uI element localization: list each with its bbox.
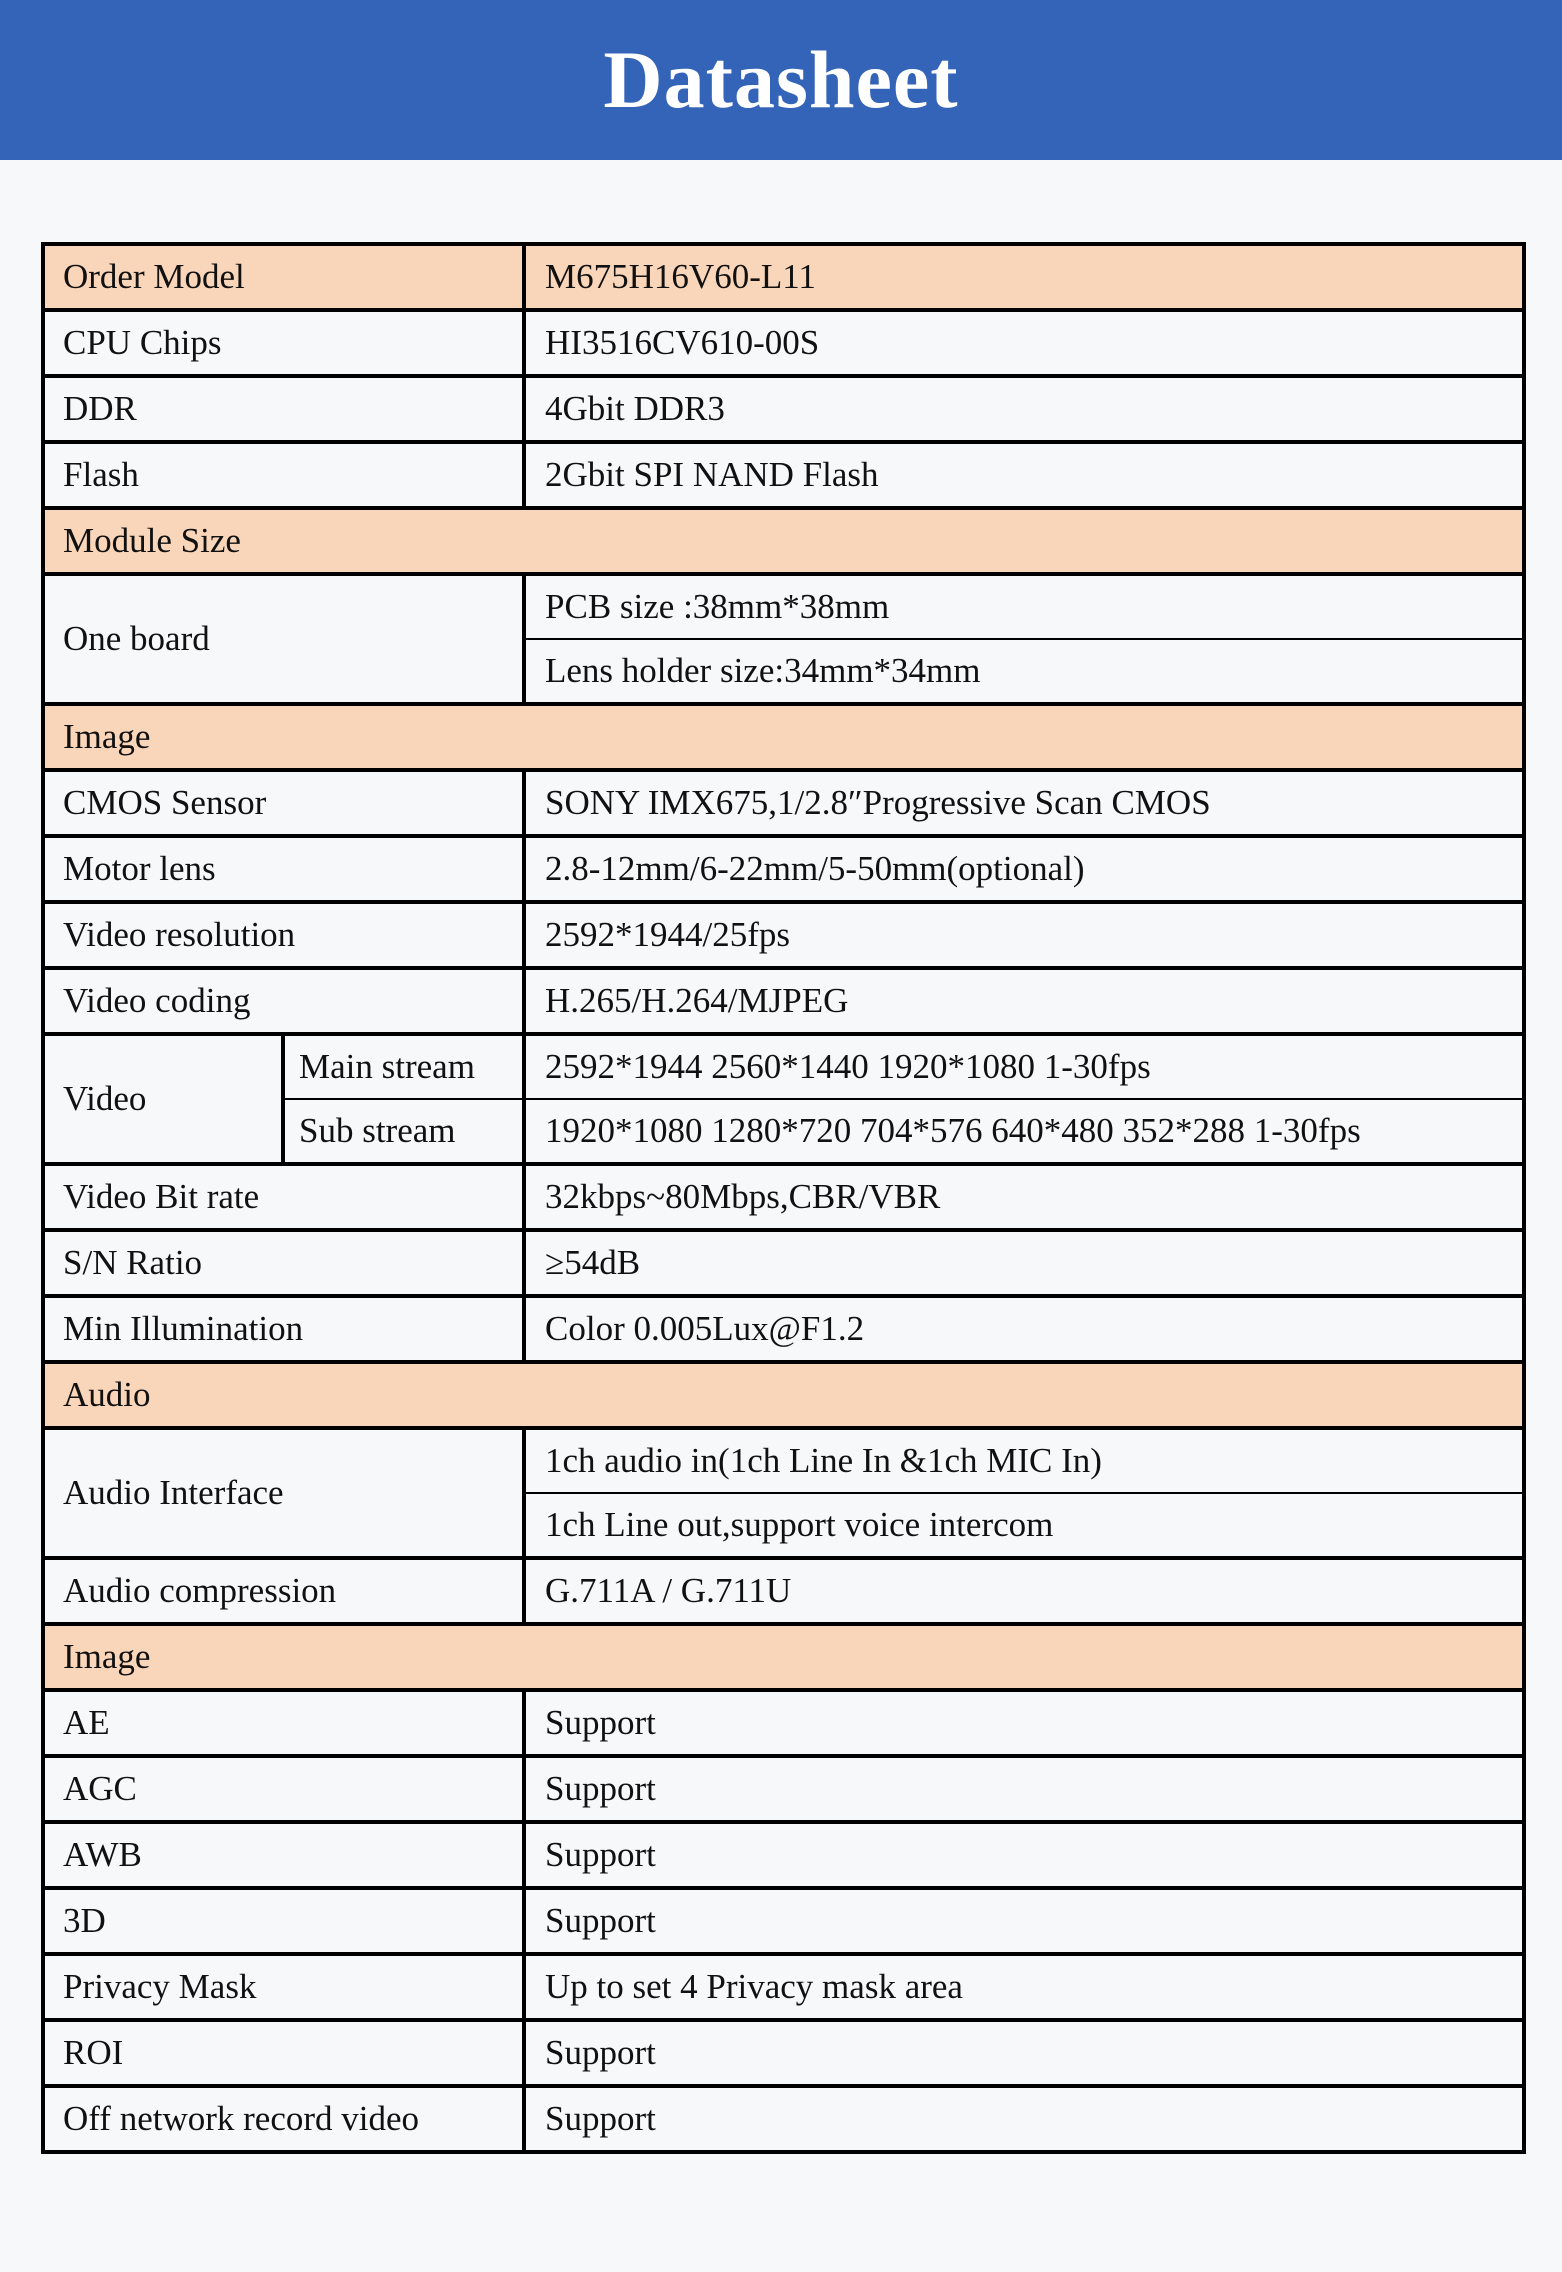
- page-header: [0, 0, 1562, 160]
- table-row: [43, 1034, 1524, 1099]
- spec-value: Support: [524, 1756, 1524, 1822]
- section-header: [43, 508, 1524, 574]
- table-row: [43, 1756, 1524, 1822]
- page-title: Datasheet: [603, 34, 959, 125]
- spec-value: G.711A / G.711U: [524, 1558, 1524, 1624]
- spec-label: Motor lens: [43, 836, 524, 902]
- spec-value: Support: [524, 1690, 1524, 1756]
- spec-label: CMOS Sensor: [43, 770, 524, 836]
- spec-label: Video: [43, 1034, 283, 1164]
- spec-value: Support: [524, 2020, 1524, 2086]
- spec-label: Audio Interface: [43, 1428, 524, 1558]
- table-row: [43, 310, 1524, 376]
- spec-value: Lens holder size:34mm*34mm: [524, 639, 1524, 704]
- spec-label: Video coding: [43, 968, 524, 1034]
- table-row: [43, 1954, 1524, 2020]
- spec-value: M675H16V60-L11: [524, 244, 1524, 310]
- section-title: Image: [43, 704, 1524, 770]
- table-row: [43, 1428, 1524, 1493]
- spec-label: CPU Chips: [43, 310, 524, 376]
- spec-label: Order Model: [43, 244, 524, 310]
- spec-value: ≥54dB: [524, 1230, 1524, 1296]
- spec-value: H.265/H.264/MJPEG: [524, 968, 1524, 1034]
- spec-label: AWB: [43, 1822, 524, 1888]
- spec-label: Audio compression: [43, 1558, 524, 1624]
- spec-label: Min Illumination: [43, 1296, 524, 1362]
- spec-label: 3D: [43, 1888, 524, 1954]
- table-row: [43, 244, 1524, 310]
- table-row: [43, 1888, 1524, 1954]
- table-row: [43, 574, 1524, 639]
- spec-value: 2592*1944/25fps: [524, 902, 1524, 968]
- table-row: [43, 1230, 1524, 1296]
- spec-label: Off network record video: [43, 2086, 524, 2152]
- table-row: [43, 1164, 1524, 1230]
- spec-table: [41, 242, 1526, 2154]
- table-row: [43, 1296, 1524, 1362]
- spec-value: 2592*1944 2560*1440 1920*1080 1-30fps: [524, 1034, 1524, 1099]
- table-row: [43, 1822, 1524, 1888]
- spec-value: SONY IMX675,1/2.8″Progressive Scan CMOS: [524, 770, 1524, 836]
- spec-value: 4Gbit DDR3: [524, 376, 1524, 442]
- spec-value: PCB size :38mm*38mm: [524, 574, 1524, 639]
- spec-sublabel: Main stream: [283, 1034, 524, 1099]
- section-title: Image: [43, 1624, 1524, 1690]
- section-header: [43, 1624, 1524, 1690]
- table-row: [43, 1690, 1524, 1756]
- spec-value: 2Gbit SPI NAND Flash: [524, 442, 1524, 508]
- spec-value: 1ch Line out,support voice intercom: [524, 1493, 1524, 1558]
- table-row: [43, 442, 1524, 508]
- table-row: [43, 836, 1524, 902]
- section-title: Module Size: [43, 508, 1524, 574]
- table-row: [43, 968, 1524, 1034]
- spec-value: 2.8-12mm/6-22mm/5-50mm(optional): [524, 836, 1524, 902]
- section-title: Audio: [43, 1362, 1524, 1428]
- spec-value: Support: [524, 1888, 1524, 1954]
- spec-label: One board: [43, 574, 524, 704]
- spec-label: AE: [43, 1690, 524, 1756]
- spec-label: AGC: [43, 1756, 524, 1822]
- table-row: [43, 1558, 1524, 1624]
- section-header: [43, 704, 1524, 770]
- table-row: [43, 902, 1524, 968]
- table-row: [43, 376, 1524, 442]
- spec-label: Privacy Mask: [43, 1954, 524, 2020]
- section-header: [43, 1362, 1524, 1428]
- spec-label: ROI: [43, 2020, 524, 2086]
- spec-value: 32kbps~80Mbps,CBR/VBR: [524, 1164, 1524, 1230]
- spec-sublabel: Sub stream: [283, 1099, 524, 1164]
- spec-value: 1ch audio in(1ch Line In &1ch MIC In): [524, 1428, 1524, 1493]
- spec-value: Up to set 4 Privacy mask area: [524, 1954, 1524, 2020]
- table-row: [43, 2086, 1524, 2152]
- spec-label: Flash: [43, 442, 524, 508]
- spec-value: Support: [524, 1822, 1524, 1888]
- table-row: [43, 2020, 1524, 2086]
- spec-value: HI3516CV610-00S: [524, 310, 1524, 376]
- spec-value: 1920*1080 1280*720 704*576 640*480 352*288 1-30fps: [524, 1099, 1524, 1164]
- spec-label: Video Bit rate: [43, 1164, 524, 1230]
- spec-value: Support: [524, 2086, 1524, 2152]
- spec-value: Color 0.005Lux@F1.2: [524, 1296, 1524, 1362]
- spec-label: S/N Ratio: [43, 1230, 524, 1296]
- spec-label: DDR: [43, 376, 524, 442]
- table-row: [43, 770, 1524, 836]
- spec-label: Video resolution: [43, 902, 524, 968]
